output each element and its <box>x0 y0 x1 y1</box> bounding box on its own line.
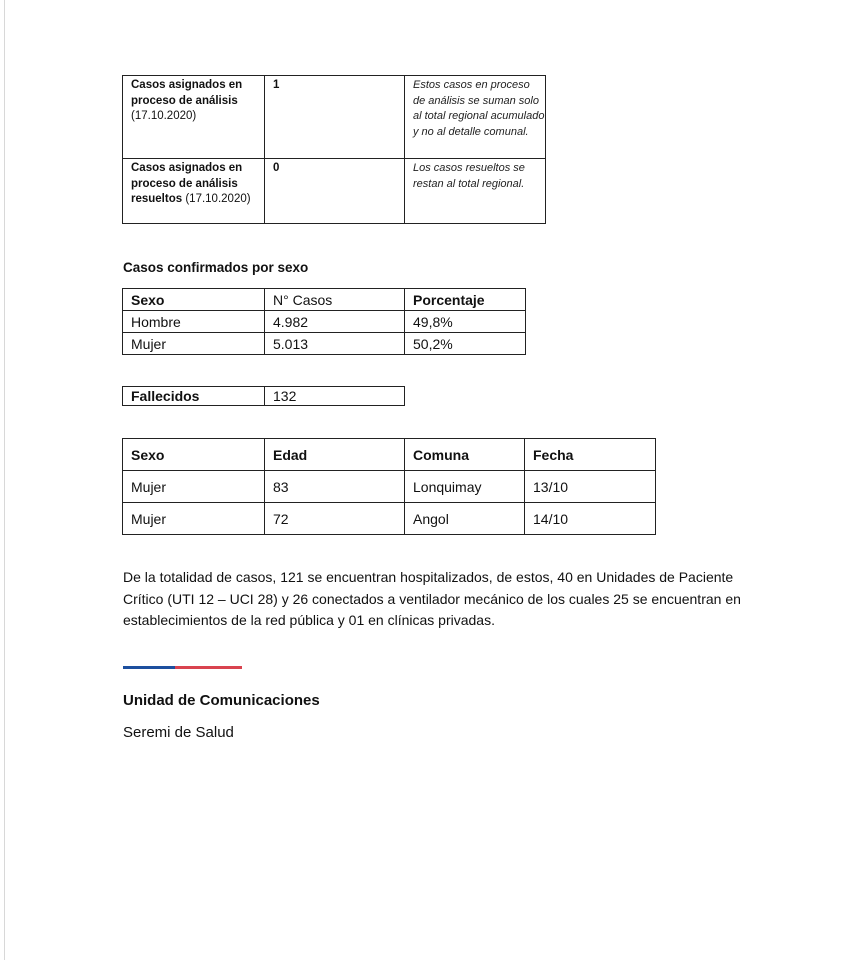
cell-comuna: Angol <box>405 503 525 535</box>
sex-table <box>122 288 526 355</box>
analysis-label: Casos asignados en proceso de análisis resueltos <box>131 162 243 206</box>
cell-percent: 50,2% <box>405 333 526 355</box>
deaths-value: 132 <box>265 387 405 406</box>
cell-sex: Mujer <box>123 503 265 535</box>
divider-bar-blue <box>123 666 175 669</box>
table-row <box>123 311 526 333</box>
signature-unit: Unidad de Comunicaciones <box>123 692 320 709</box>
deaths-table <box>122 386 405 406</box>
analysis-label-cell <box>123 159 265 224</box>
analysis-note: Estos casos en proceso de análisis se suman solo al total regional acumulado y no al detalle comunal. <box>405 76 546 159</box>
analysis-label-cell <box>123 76 265 159</box>
analysis-table <box>122 75 546 224</box>
header-edad: Edad <box>265 439 405 471</box>
analysis-value: 1 <box>265 76 405 159</box>
cell-age: 83 <box>265 471 405 503</box>
cell-count: 5.013 <box>265 333 405 355</box>
deaths-label: Fallecidos <box>123 387 265 406</box>
header-porcentaje: Porcentaje <box>405 289 526 311</box>
cell-sex: Mujer <box>123 333 265 355</box>
cell-count: 4.982 <box>265 311 405 333</box>
analysis-label: Casos asignados en proceso de análisis <box>131 79 243 107</box>
deaths-detail-table <box>122 438 656 535</box>
header-sexo: Sexo <box>123 289 265 311</box>
table-row <box>123 387 405 406</box>
header-fecha: Fecha <box>525 439 656 471</box>
analysis-date: (17.10.2020) <box>131 110 197 123</box>
cell-age: 72 <box>265 503 405 535</box>
header-comuna: Comuna <box>405 439 525 471</box>
header-sexo: Sexo <box>123 439 265 471</box>
table-row <box>123 76 546 159</box>
page-edge <box>4 0 5 960</box>
sex-section-title: Casos confirmados por sexo <box>123 260 309 275</box>
table-row <box>123 471 656 503</box>
table-row <box>123 333 526 355</box>
summary-paragraph: De la totalidad de casos, 121 se encuentran hospitalizados, de estos, 40 en Unidades de Paciente Crítico (UTI 12 – UCI 28) y 26 conectados a ventilador mecánico de los cuales 25 se encuentran en establecimientos de la red pública y 01 en clínicas privadas. <box>123 569 741 628</box>
analysis-value: 0 <box>265 159 405 224</box>
cell-date: 14/10 <box>525 503 656 535</box>
cell-date: 13/10 <box>525 471 656 503</box>
header-n-casos: N° Casos <box>265 289 405 311</box>
cell-percent: 49,8% <box>405 311 526 333</box>
table-header-row <box>123 289 526 311</box>
analysis-note: Los casos resueltos se restan al total regional. <box>405 159 546 224</box>
table-header-row <box>123 439 656 471</box>
analysis-date: (17.10.2020) <box>185 193 251 206</box>
divider-bar-red <box>175 666 242 669</box>
cell-sex: Hombre <box>123 311 265 333</box>
signature-office: Seremi de Salud <box>123 724 234 741</box>
cell-comuna: Lonquimay <box>405 471 525 503</box>
table-row <box>123 159 546 224</box>
cell-sex: Mujer <box>123 471 265 503</box>
table-row <box>123 503 656 535</box>
